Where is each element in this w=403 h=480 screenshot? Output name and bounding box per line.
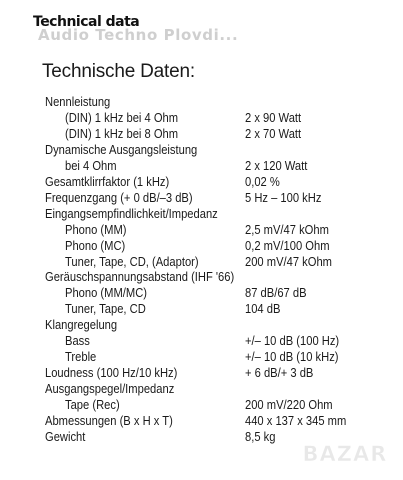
spec-label: (DIN) 1 kHz bei 8 Ohm <box>65 125 179 141</box>
spec-label: Gewicht <box>45 428 86 444</box>
spec-value: 5 Hz – 100 kHz <box>245 189 322 205</box>
spec-row <box>0 333 403 349</box>
spec-row <box>0 110 403 126</box>
spec-row <box>0 381 403 397</box>
spec-label: Phono (MM) <box>65 221 127 237</box>
spec-row <box>0 365 403 381</box>
spec-label: Tuner, Tape, CD <box>65 301 146 317</box>
spec-row <box>0 349 403 365</box>
spec-row <box>0 142 403 158</box>
spec-label: Frequenzgang (+ 0 dB/–3 dB) <box>45 189 193 205</box>
spec-value: 0,02 % <box>245 173 280 189</box>
spec-row <box>0 126 403 142</box>
spec-label: Tuner, Tape, CD, (Adaptor) <box>65 253 199 269</box>
spec-label: Eingangsempfindlichkeit/Impedanz <box>45 205 218 221</box>
spec-row <box>0 317 403 333</box>
spec-label: bei 4 Ohm <box>65 157 117 173</box>
spec-label: Bass <box>65 333 90 349</box>
spec-value: 8,5 kg <box>245 428 276 444</box>
spec-row <box>0 397 403 413</box>
spec-row <box>0 413 403 429</box>
spec-label: Phono (MC) <box>65 237 126 253</box>
spec-row <box>0 285 403 301</box>
bazar-logo <box>296 436 394 470</box>
spec-value: 0,2 mV/100 Ohm <box>245 237 330 253</box>
spec-value: 200 mV/47 kOhm <box>245 253 332 269</box>
spec-row <box>0 158 403 174</box>
spec-row <box>0 206 403 222</box>
spec-row <box>0 254 403 270</box>
spec-label: Loudness (100 Hz/10 kHz) <box>45 365 178 381</box>
spec-row <box>0 94 403 110</box>
spec-value: +/– 10 dB (10 kHz) <box>245 349 339 365</box>
spec-value: + 6 dB/+ 3 dB <box>245 365 314 381</box>
spec-value: 200 mV/220 Ohm <box>245 397 333 413</box>
spec-label: Tape (Rec) <box>65 397 120 413</box>
spec-label: Dynamische Ausgangsleistung <box>45 141 198 157</box>
spec-value: 87 dB/67 dB <box>245 285 307 301</box>
spec-row <box>0 174 403 190</box>
spec-value: 2,5 mV/47 kOhm <box>245 221 329 237</box>
spec-label: Gesamtklirrfaktor (1 kHz) <box>45 173 170 189</box>
spec-value: +/– 10 dB (100 Hz) <box>245 333 340 349</box>
spec-label: (DIN) 1 kHz bei 4 Ohm <box>65 109 179 125</box>
spec-row <box>0 190 403 206</box>
spec-value: 104 dB <box>245 301 281 317</box>
spec-value: 2 x 90 Watt <box>245 109 302 125</box>
spec-value: 2 x 70 Watt <box>245 125 302 141</box>
spec-row <box>0 301 403 317</box>
spec-value: 440 x 137 x 345 mm <box>245 413 347 428</box>
spec-label: Ausgangspegel/Impedanz <box>45 381 175 397</box>
spec-row <box>0 222 403 238</box>
spec-label: Nennleistung <box>45 94 111 109</box>
page-heading: Technical data <box>33 14 140 30</box>
spec-value: 2 x 120 Watt <box>245 157 308 173</box>
spec-label: Phono (MM/MC) <box>65 285 148 301</box>
spec-label: Abmessungen (B x H x T) <box>45 413 173 428</box>
spec-label: Treble <box>65 349 97 365</box>
spec-label: Klangregelung <box>45 317 118 333</box>
spec-label: Geräuschspannungsabstand (IHF '66) <box>45 269 235 285</box>
watermark-text: Audio Techno Plovdi... <box>38 26 239 44</box>
spec-row <box>0 238 403 254</box>
logo-text: BAZAR <box>302 442 388 466</box>
spec-row <box>0 269 403 285</box>
document-title: Technische Daten: <box>42 61 195 82</box>
